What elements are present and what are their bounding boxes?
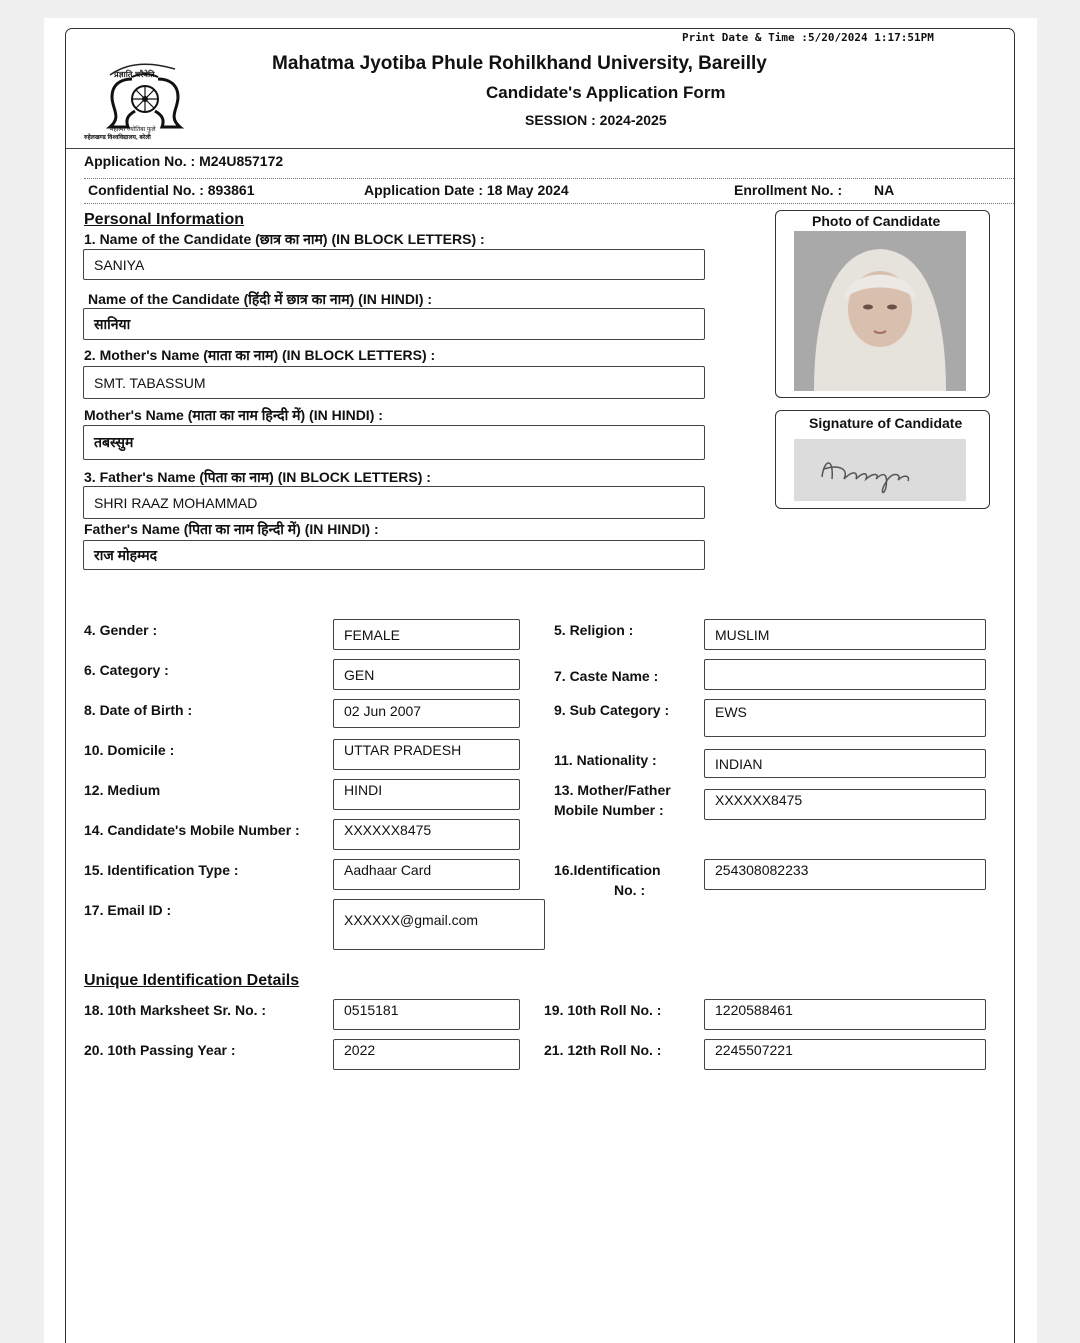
id-type-field: Aadhaar Card [333, 859, 520, 890]
subcat-label: 9. Sub Category : [554, 702, 670, 718]
application-date: Application Date : 18 May 2024 [364, 182, 569, 198]
id-no-label-1: 16.Identification [554, 862, 661, 878]
name-label: 1. Name of the Candidate (छात्र का नाम) (IN BLOCK LETTERS) : [84, 231, 485, 247]
passing-year-field: 2022 [333, 1039, 520, 1070]
dotted-divider-2 [84, 203, 1014, 204]
father-name-label: 3. Father's Name (पिता का नाम) (IN BLOCK LETTERS) : [84, 469, 431, 485]
mother-hindi-field: तबस्सुम [83, 425, 705, 460]
candidate-signature [794, 439, 966, 501]
enrollment-value: NA [874, 182, 895, 198]
marksheet-label: 18. 10th Marksheet Sr. No. : [84, 1002, 267, 1018]
mobile-field: XXXXXX8475 [333, 819, 520, 850]
unique-id-heading: Unique Identification Details [84, 972, 300, 989]
personal-info-heading: Personal Information [84, 211, 245, 228]
photo-label: Photo of Candidate [812, 213, 941, 229]
session: SESSION : 2024-2025 [525, 112, 667, 128]
candidate-photo [794, 231, 966, 391]
parent-mobile-label-1: 13. Mother/Father [554, 782, 671, 798]
print-date-value: 5/20/2024 1:17:51PM [808, 31, 934, 44]
id-type-label: 15. Identification Type : [84, 862, 239, 878]
id-no-label-2: No. : [614, 882, 646, 898]
domicile-field: UTTAR PRADESH [333, 739, 520, 770]
domicile-label: 10. Domicile : [84, 742, 175, 758]
logo-motto: प्रज्ञाति चरैवेति [114, 70, 155, 79]
caste-field [704, 659, 986, 690]
enrollment-label: Enrollment No. : [734, 182, 843, 198]
father-hindi-field: राज मोहम्मद [83, 540, 705, 570]
photo-box [775, 210, 990, 398]
print-date-label: Print Date & Time : [682, 31, 808, 44]
email-label: 17. Email ID : [84, 902, 172, 918]
roll10-field: 1220588461 [704, 999, 986, 1030]
dob-field: 02 Jun 2007 [333, 699, 520, 728]
medium-field: HINDI [333, 779, 520, 810]
roll10-label: 19. 10th Roll No. : [544, 1002, 662, 1018]
subcat-field: EWS [704, 699, 986, 737]
email-field: XXXXXX@gmail.com [333, 899, 545, 950]
logo-caption-2: रुहेलखण्ड विश्वविद्यालय, बरेली [84, 135, 151, 141]
header-divider [66, 148, 1014, 149]
caste-label: 7. Caste Name : [554, 668, 659, 684]
medium-label: 12. Medium [84, 782, 161, 798]
signature-box [775, 410, 990, 509]
nationality-label: 11. Nationality : [554, 752, 657, 768]
name-field: SANIYA [83, 249, 705, 280]
father-hindi-label: Father's Name (पिता का नाम हिन्दी में) (IN HINDI) : [84, 521, 379, 537]
marksheet-field: 0515181 [333, 999, 520, 1030]
parent-mobile-field: XXXXXX8475 [704, 789, 986, 820]
roll12-field: 2245507221 [704, 1039, 986, 1070]
category-label: 6. Category : [84, 662, 169, 678]
dotted-divider-1 [84, 178, 1014, 179]
gender-field: FEMALE [333, 619, 520, 650]
confidential-no: Confidential No. : 893861 [88, 182, 255, 198]
dob-label: 8. Date of Birth : [84, 702, 193, 718]
roll12-label: 21. 12th Roll No. : [544, 1042, 662, 1058]
logo-caption-1: महात्मा ज्योतिबा फुले [110, 127, 156, 133]
name-hindi-label: Name of the Candidate (हिंदी में छात्र का नाम) (IN HINDI) : [88, 291, 433, 307]
passing-year-label: 20. 10th Passing Year : [84, 1042, 236, 1058]
form-title: Candidate's Application Form [486, 83, 726, 102]
application-no: Application No. : M24U857172 [84, 153, 284, 169]
mobile-label: 14. Candidate's Mobile Number : [84, 822, 300, 838]
father-name-field: SHRI RAAZ MOHAMMAD [83, 486, 705, 519]
nationality-field: INDIAN [704, 749, 986, 778]
mother-name-field: SMT. TABASSUM [83, 366, 705, 399]
university-name: Mahatma Jyotiba Phule Rohilkhand University, Bareilly [272, 53, 767, 74]
religion-field: MUSLIM [704, 619, 986, 650]
name-hindi-field: सानिया [83, 308, 705, 340]
category-field: GEN [333, 659, 520, 690]
gender-label: 4. Gender : [84, 622, 158, 638]
religion-label: 5. Religion : [554, 622, 634, 638]
mother-name-label: 2. Mother's Name (माता का नाम) (IN BLOCK LETTERS) : [84, 347, 436, 363]
university-logo [80, 55, 210, 143]
mother-hindi-label: Mother's Name (माता का नाम हिन्दी में) (IN HINDI) : [84, 407, 383, 423]
signature-label: Signature of Candidate [809, 415, 963, 431]
parent-mobile-label-2: Mobile Number : [554, 802, 664, 818]
id-no-field: 254308082233 [704, 859, 986, 890]
